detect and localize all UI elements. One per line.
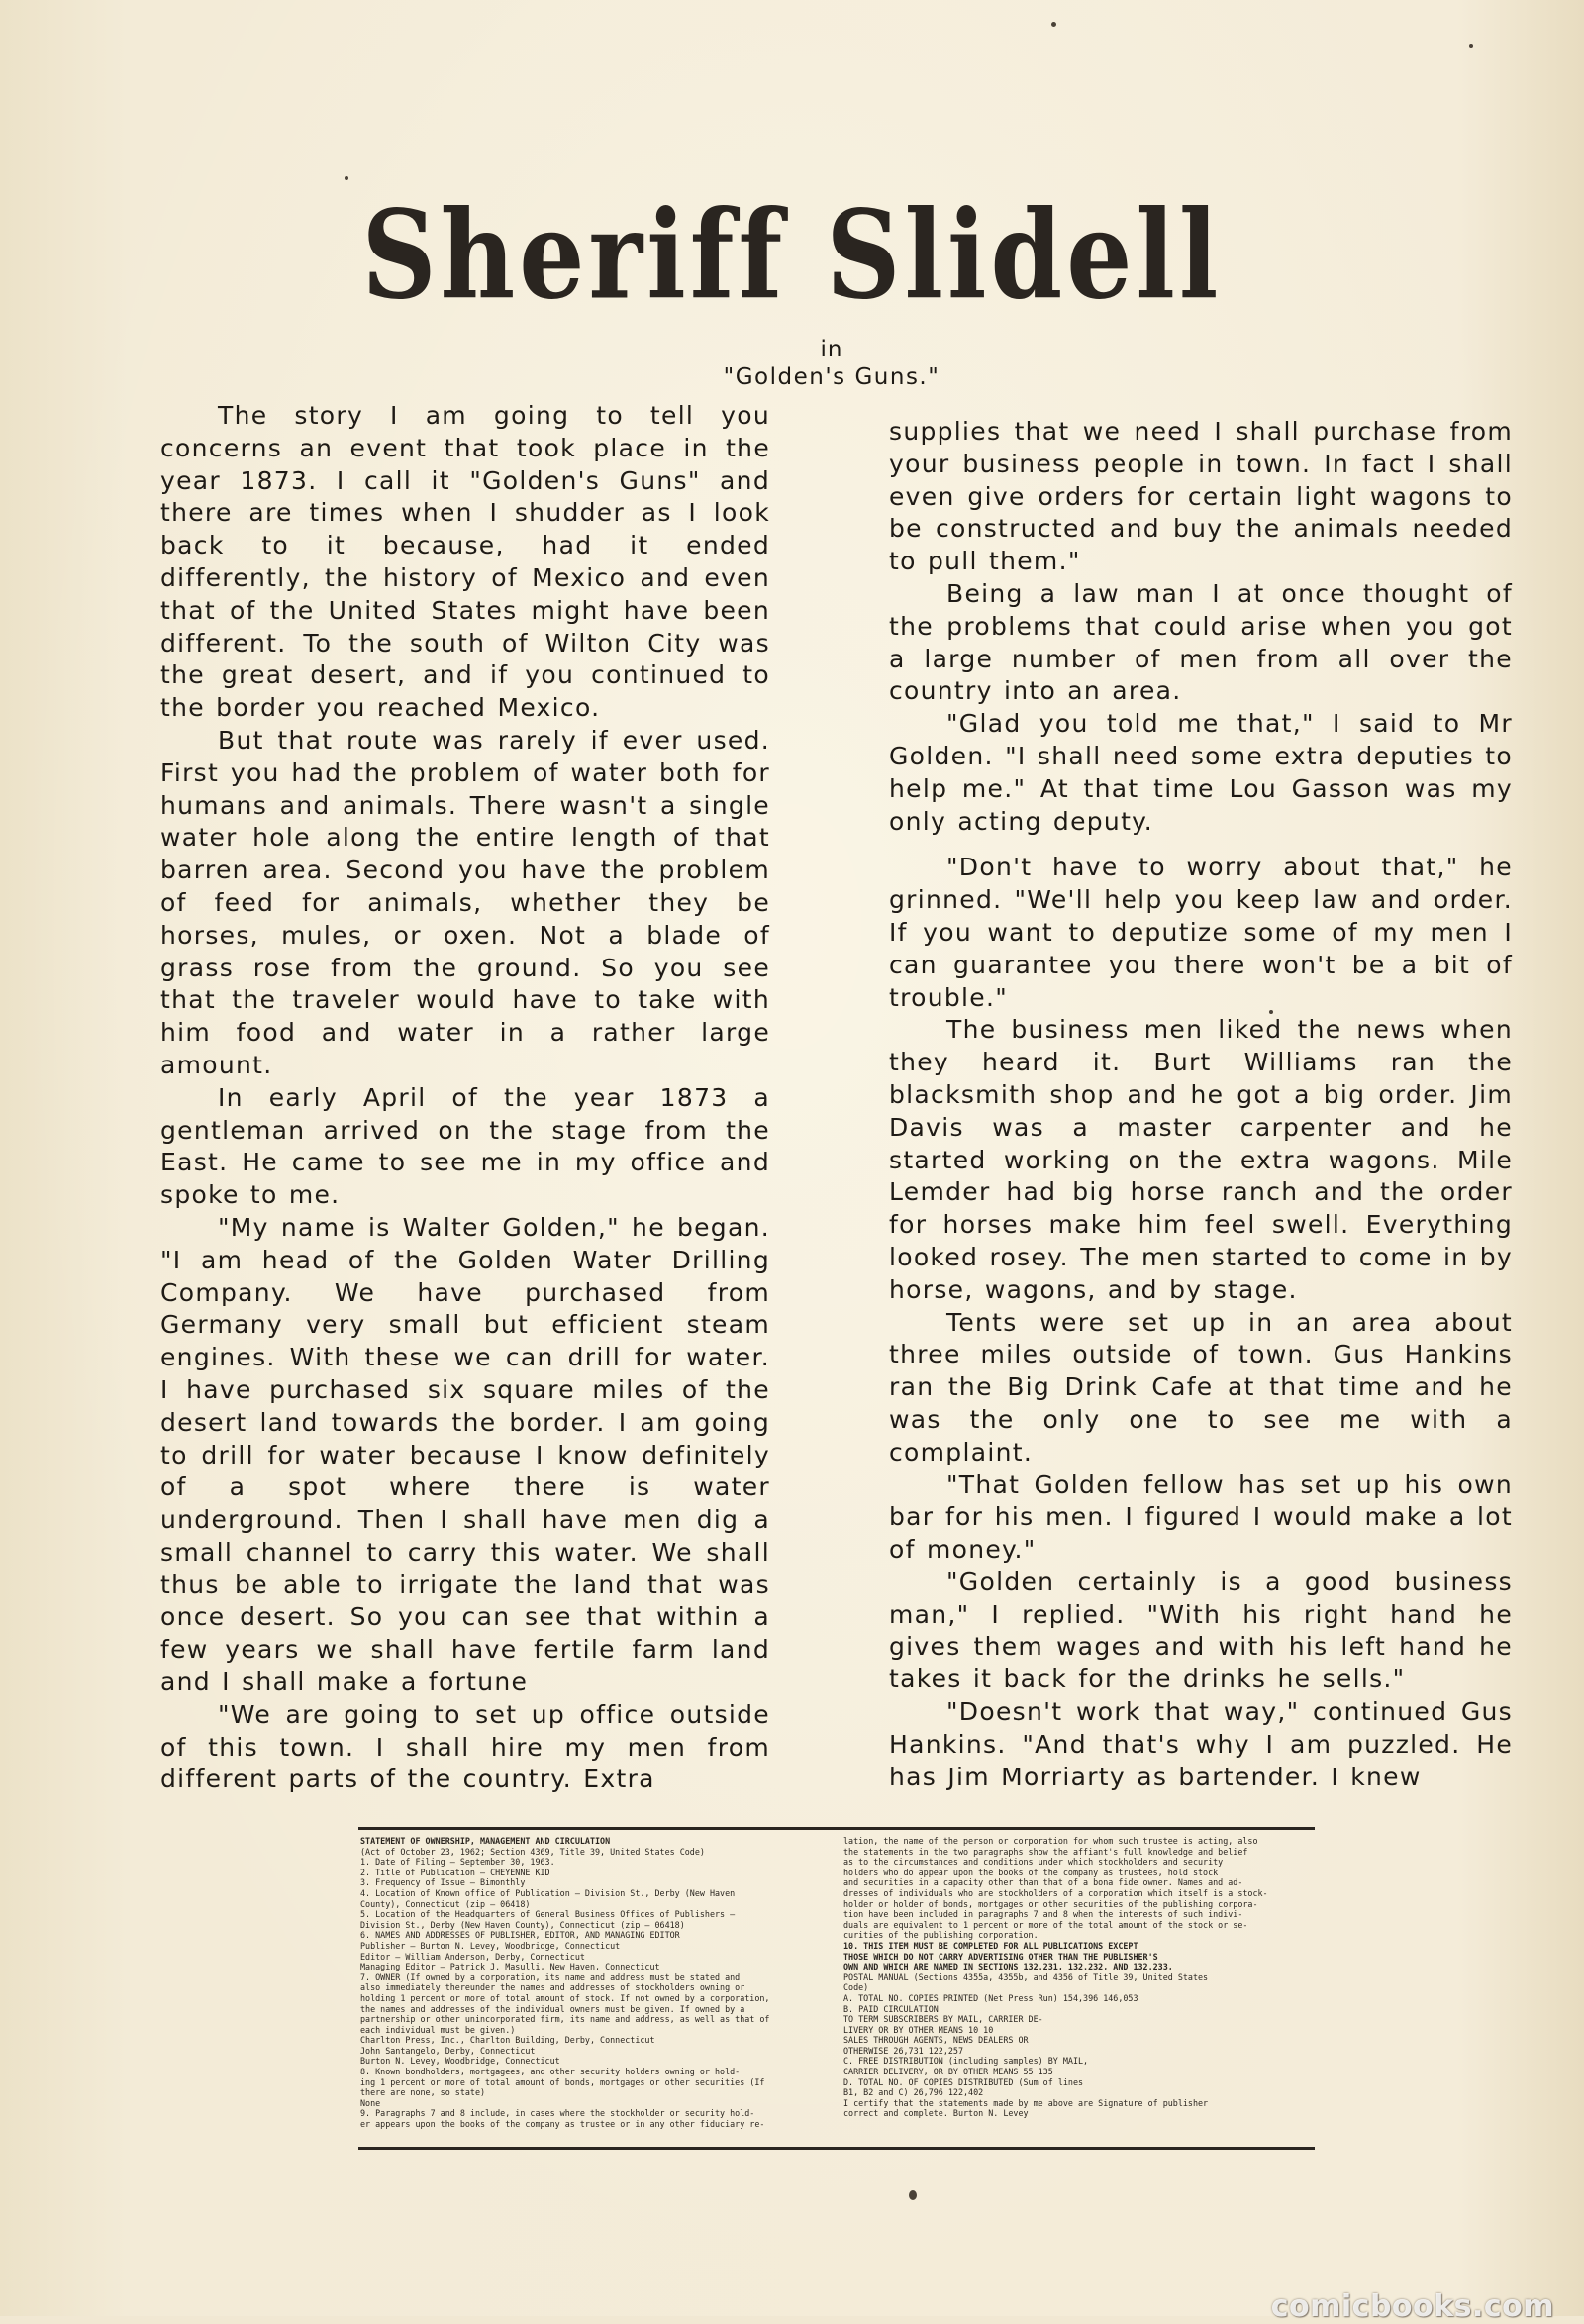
statement-line: Burton N. Levey, Woodbridge, Connecticut (360, 2056, 560, 2067)
statement-line: curities of the publishing corporation. (843, 1930, 1039, 1941)
statement-line: 7. OWNER (If owned by a corporation, its name and address must be stated and (360, 1971, 741, 1982)
print-speck (1051, 22, 1056, 27)
paragraph: The story I am going to tell you concerns an event that took place in the year 1873. I call it "Golden's Guns" and there are times when I shudder as I look back to it because, had it ended differently, the history of Mexico and even that of the United States might have been different. To the south of Wilton City was the great desert, and if you continued to the border you reached Mexico. (160, 401, 770, 723)
statement-line: 10. THIS ITEM MUST BE COMPLETED FOR ALL PUBLICATIONS EXCEPT (843, 1940, 1138, 1951)
statement-line: A. TOTAL NO. COPIES PRINTED (Net Press Run) 154,396 146,053 (843, 1992, 1138, 2003)
statement-left-column (360, 1836, 824, 2130)
statement-line: there are none, so state) (360, 2087, 486, 2098)
statement-line: Managing Editor — Patrick J. Masulli, New Haven, Connecticut (360, 1962, 660, 1972)
statement-line: 9. Paragraphs 7 and 8 include, in cases where the stockholder or security hold- (360, 2108, 755, 2119)
paragraph: "That Golden fellow has set up his own bar for his men. I figured I would make a lot of money." (889, 1469, 1513, 1565)
statement-line: B. PAID CIRCULATION (843, 2003, 939, 2014)
statement-line: Code) (843, 1982, 869, 1993)
statement-line: as to the circumstances and conditions under which stockholders and security (843, 1857, 1224, 1868)
statement-line: er appears upon the books of the company as trustee or in any other fiduciary re- (360, 2119, 765, 2130)
statement-line: ing 1 percent or more of total amount of bonds, mortgages or other securities (If (360, 2076, 765, 2087)
statement-line: lation, the name of the person or corporation for whom such trustee is acting, also (843, 1836, 1258, 1846)
statement-line: also immediately thereunder the names and addresses of stockholders owning or (360, 1982, 745, 1993)
statement-line: correct and complete. Burton N. Levey (843, 2108, 1029, 2119)
statement-line: I certify that the statements made by me above are Signature of publisher (843, 2097, 1209, 2108)
left-text-column (160, 400, 770, 1796)
statement-line: 6. NAMES AND ADDRESSES OF PUBLISHER, EDITOR, AND MANAGING EDITOR (360, 1930, 680, 1941)
paragraph: "We are going to set up office outside of this town. I shall hire my men from different parts of the country. Extra (160, 1699, 770, 1794)
statement-line: Division St., Derby (New Haven County), Connecticut (zip — 06418) (360, 1919, 685, 1930)
statement-line: STATEMENT OF OWNERSHIP, MANAGEMENT AND CIRCULATION (360, 1836, 611, 1846)
print-speck (345, 176, 348, 180)
statement-line: 4. Location of Known office of Publication — Division St., Derby (New Haven (360, 1887, 736, 1898)
statement-line: 2. Title of Publication — CHEYENNE KID (360, 1867, 550, 1877)
statement-line: partnership or other unincorporated firm, its name and address, as well as that of (360, 2014, 770, 2025)
paragraph: But that route was rarely if ever used. First you had the problem of water both for humans and animals. There wasn't a single water hole along the entire length of that barren area. Second you have the problem of feed for animals, whether they be horses, mules, or oxen. Not a blade of grass rose from the ground. So you see that the traveler would have to take with him food and water in a rather large amount. (160, 725, 770, 1079)
right-text-column (889, 416, 1513, 1793)
statement-line: 3. Frequency of Issue — Bimonthly (360, 1877, 526, 1888)
statement-line: and securities in a capacity other than that of a bona fide owner. Names and ad- (843, 1877, 1243, 1888)
statement-line: (Act of October 23, 1962; Section 4369, Title 39, United States Code) (360, 1846, 705, 1857)
statement-line: D. TOTAL NO. OF COPIES DISTRIBUTED (Sum of lines (843, 2076, 1084, 2087)
paragraph: "Golden certainly is a good business man," I replied. "With his right hand he gives them wages and with his left hand he takes it back for the drinks he sells." (889, 1566, 1513, 1694)
statement-line: TO TERM SUBSCRIBERS BY MAIL, CARRIER DE- (843, 2014, 1043, 2025)
print-speck (1469, 44, 1473, 48)
statement-line: B1, B2 and C) 26,796 122,402 (843, 2087, 984, 2098)
statement-line: County), Connecticut (zip — 06418) (360, 1898, 531, 1909)
ownership-statement (358, 1827, 1315, 2150)
statement-line: 1. Date of Filing — September 30, 1963. (360, 1857, 555, 1868)
statement-line: Publisher — Burton N. Levey, Woodbridge, Connecticut (360, 1940, 621, 1951)
statement-line: dresses of individuals who are stockholders of a corporation which itself is a stock- (843, 1887, 1268, 1898)
paragraph: The business men liked the news when they heard it. Burt Williams ran the blacksmith shop and he got a big order. Jim Davis was a master carpenter and he started working on the extra wagons. Mile Lemder had big horse ranch and the order for horses make him feel swell. Everything looked rosey. The men started to come in by horse, wagons, and by stage. (889, 1015, 1513, 1304)
print-speck (1269, 1010, 1273, 1014)
statement-line: 8. Known bondholders, mortgagees, and other security holders owning or hold- (360, 2067, 741, 2077)
statement-line: None (360, 2097, 381, 2108)
statement-line: CARRIER DELIVERY, OR BY OTHER MEANS 55 135 (843, 2067, 1053, 2077)
statement-line: LIVERY OR BY OTHER MEANS 10 10 (843, 2024, 994, 2035)
paragraph: "Glad you told me that," I said to Mr Golden. "I shall need some extra deputies to help me." At that time Lou Gasson was my only acting deputy. (889, 709, 1513, 836)
paragraph: "My name is Walter Golden," he began. "I am head of the Golden Water Drilling Company. We have purchased from Germany very small but efficient steam engines. With these we can drill for water. I have purchased six square miles of the desert land towards the border. I am going to drill for water because I know definitely of a spot where there is water underground. Then I shall have men dig a small channel to carry this water. We shall thus be able to irrigate the land that was once desert. So you can see that within a few years we shall have fertile farm land and I shall make a fortune (160, 1212, 770, 1697)
paragraph: In early April of the year 1873 a gentleman arrived on the stage from the East. He came to see me in my office and spoke to me. (160, 1082, 770, 1210)
print-speck (909, 2190, 917, 2200)
site-watermark: comicbooks.com (1270, 2289, 1554, 2324)
paragraph: "Doesn't work that way," continued Gus Hankins. "And that's why I am puzzled. He has Jim Morriarty as bartender. I knew (889, 1697, 1513, 1791)
paragraph: supplies that we need I shall purchase from your business people in town. In fact I shall even give orders for certain light wagons to be constructed and buy the animals needed to pull them." (889, 417, 1513, 576)
statement-right-column (843, 1836, 1307, 2119)
statement-line: Charlton Press, Inc., Charlton Building, Derby, Connecticut (360, 2035, 655, 2046)
statement-line: SALES THROUGH AGENTS, NEWS DEALERS OR (843, 2035, 1029, 2046)
statement-line: Editor — William Anderson, Derby, Connecticut (360, 1951, 585, 1962)
statement-line: OWN AND WHICH ARE NAMED IN SECTIONS 132.231, 132.232, AND 132.233, (843, 1962, 1173, 1972)
statement-line: the statements in the two paragraphs show the affiant's full knowledge and belief (843, 1846, 1248, 1857)
statement-line: tion have been included in paragraphs 7 and 8 when the interests of such indivi- (843, 1909, 1243, 1920)
paragraph: "Don't have to worry about that," he grinned. "We'll help you keep law and order. If you want to deputize some of my men I can guarantee you there won't be a bit of trouble." (889, 853, 1513, 1012)
paragraph: Being a law man I at once thought of the problems that could arise when you got a large number of men from all over the country into an area. (889, 578, 1513, 706)
statement-line: THOSE WHICH DO NOT CARRY ADVERTISING OTHER THAN THE PUBLISHER'S (843, 1951, 1158, 1962)
statement-line: holders who do appear upon the books of the company as trustees, hold stock (843, 1867, 1219, 1877)
statement-line: John Santangelo, Derby, Connecticut (360, 2045, 536, 2056)
subtitle-in: in (820, 337, 843, 362)
statement-line: 5. Location of the Headquarters of General Business Offices of Publishers — (360, 1909, 736, 1920)
paragraph: Tents were set up in an area about three miles outside of town. Gus Hankins ran the Big Drink Cafe at that time and he was the only one to see me with a complaint. (889, 1307, 1513, 1466)
story-title: Sheriff Slidell (361, 183, 1223, 328)
statement-line: duals are equivalent to 1 percent or more of the total amount of the stock or se- (843, 1919, 1248, 1930)
statement-line: the names and addresses of the individual owners must be given. If owned by a (360, 2003, 745, 2014)
statement-line: each individual must be given.) (360, 2024, 516, 2035)
statement-line: POSTAL MANUAL (Sections 4355a, 4355b, and 4356 of Title 39, United States (843, 1971, 1209, 1982)
statement-line: C. FREE DISTRIBUTION (including samples) BY MAIL, (843, 2056, 1089, 2067)
statement-line: holding 1 percent or more of total amount of stock. If not owned by a corporation, (360, 1992, 770, 2003)
statement-line: holder or holder of bonds, mortgages or other securities of the publishing corpora- (843, 1898, 1258, 1909)
statement-line: OTHERWISE 26,731 122,257 (843, 2045, 964, 2056)
story-subtitle: "Golden's Guns." (723, 364, 940, 390)
